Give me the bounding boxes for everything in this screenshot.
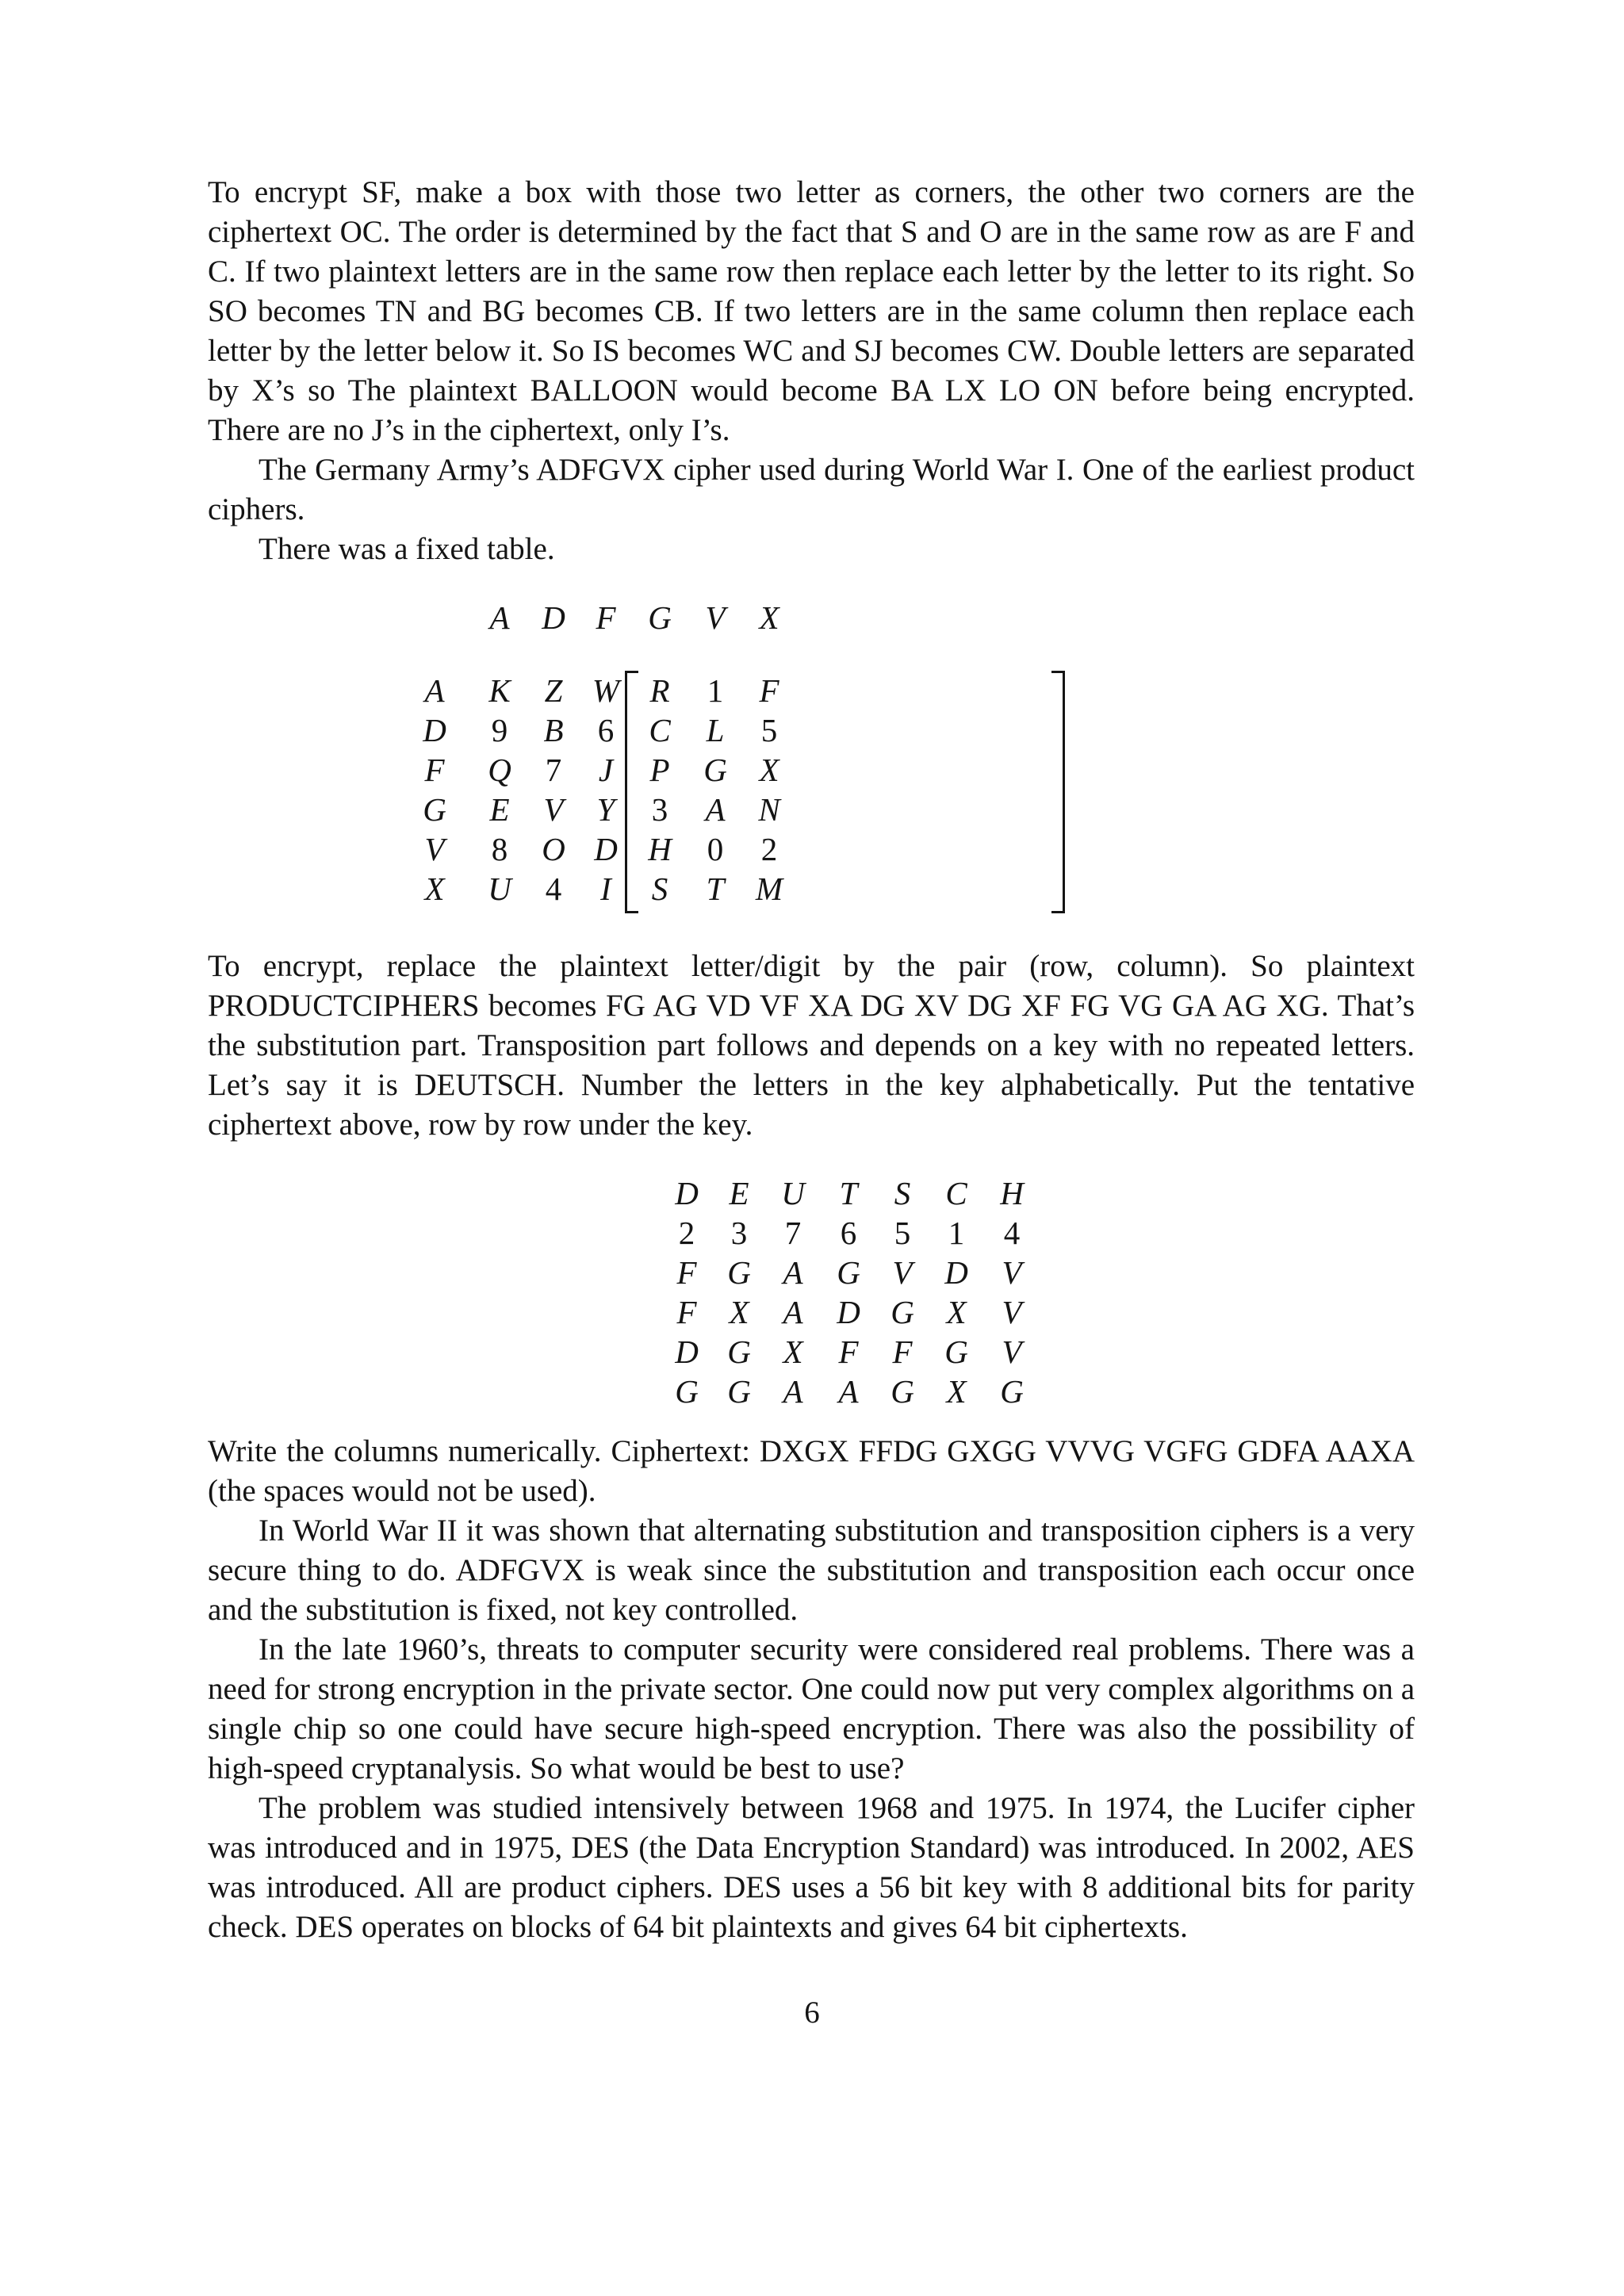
matrix-cell: 2: [760, 831, 778, 867]
column-header-f: F: [596, 599, 616, 636]
row-label-f: F: [424, 752, 445, 788]
transposition-cell: G: [944, 1334, 968, 1370]
matrix-cell: L: [706, 712, 725, 748]
transposition-cell: G: [727, 1373, 751, 1410]
matrix-cell: Q: [488, 752, 511, 788]
matrix-cell: Z: [544, 672, 563, 709]
matrix-cell: S: [651, 871, 668, 907]
page-number: 6: [804, 1996, 820, 2030]
paragraph-wwii: In World War II it was shown that alternating substitution and transposition ciphers is a very secure thing to do. ADFGVX is weak since the substitution and transposition each occur once and the substitution is fixed, not key controlled.: [208, 1513, 1415, 1627]
matrix-cell: H: [648, 831, 672, 867]
matrix-cell: G: [703, 752, 727, 788]
transposition-cell: G: [891, 1373, 914, 1410]
column-header-v: V: [705, 599, 726, 636]
matrix-cell: R: [649, 672, 670, 709]
transposition-cell: F: [676, 1294, 697, 1330]
paragraph-1960s: In the late 1960’s, threats to computer security were considered real problems. There was a need for strong encryption in the private sector. One could now put very complex algorithms on a single chip so one could have secure high-speed encryption. There was also the possibility of high-speed cryptanalysis. So what would be best to use?: [208, 1632, 1415, 1785]
transposition-cell: G: [891, 1294, 914, 1330]
row-label-a: A: [424, 672, 445, 709]
paragraph-ciphertext: Write the columns numerically. Ciphertext: DXGX FFDG GXGG VVVG VGFG GDFA AAXA (the spaces would not be used).: [208, 1434, 1415, 1508]
matrix-cell: J: [598, 752, 614, 788]
key-number: 2: [678, 1215, 695, 1251]
key-letter: C: [945, 1175, 967, 1211]
closing-paragraphs: [208, 1432, 1415, 1947]
key-number: 7: [784, 1215, 802, 1251]
key-letter: S: [894, 1175, 911, 1211]
transposition-cell: F: [892, 1334, 913, 1370]
row-label-g: G: [423, 791, 446, 828]
matrix-cell: 0: [707, 831, 724, 867]
matrix-cell: O: [542, 831, 565, 867]
paragraph-substitution: To encrypt, replace the plaintext letter/digit by the pair (row, column). So plaintext PRODUCTCIPHERS becomes FG AG VD VF XA DG XV DG XF FG VG GA AG XG. That’s the substitution part. Transposition part follows and depends on a key with no repeated letters. Let’s say it is DEUTSCH. Number the letters in the key alphabetically. Put the tentative ciphertext above, row by row under the key.: [208, 949, 1415, 1142]
matrix-cell: 7: [545, 752, 562, 788]
paragraph-fixed-table: There was a fixed table.: [259, 532, 555, 566]
key-number: 5: [894, 1215, 911, 1251]
transposition-cell: X: [946, 1373, 967, 1410]
key-letter: H: [1000, 1175, 1024, 1211]
matrix-cell: P: [649, 752, 670, 788]
key-letter: E: [729, 1175, 749, 1211]
column-header-g: G: [648, 599, 672, 636]
row-label-x: X: [424, 871, 445, 907]
column-header-a: A: [489, 599, 510, 636]
transposition-cell: G: [837, 1254, 860, 1291]
matrix-cell: W: [592, 672, 620, 709]
transposition-cell: G: [675, 1373, 699, 1410]
matrix-cell: V: [543, 791, 564, 828]
matrix-cell: C: [649, 712, 671, 748]
matrix-cell: 6: [597, 712, 615, 748]
key-number: 3: [730, 1215, 748, 1251]
transposition-table: [208, 1145, 1415, 1432]
transposition-cell: V: [1002, 1254, 1022, 1291]
key-letter: U: [781, 1175, 805, 1211]
transposition-cell: V: [1002, 1334, 1022, 1370]
matrix-cell: B: [543, 712, 564, 748]
transposition-cell: G: [727, 1254, 751, 1291]
column-header-d: D: [542, 599, 565, 636]
matrix-cell: I: [600, 871, 611, 907]
matrix-cell: K: [488, 672, 511, 709]
transposition-cell: F: [838, 1334, 859, 1370]
paragraph-des: The problem was studied intensively between 1968 and 1975. In 1974, the Lucifer cipher was introduced and in 1975, DES (the Data Encryption Standard) was introduced. In 2002, AES was introduced. All are product ciphers. DES uses a 56 bit key with 8 additional bits for parity check. DES operates on blocks of 64 bit plaintexts and gives 64 bit ciphertexts.: [208, 1791, 1415, 1944]
matrix-cell: 1: [707, 672, 724, 709]
row-label-v: V: [424, 831, 445, 867]
transposition-cell: X: [729, 1294, 749, 1330]
transposition-cell: A: [783, 1254, 803, 1291]
matrix-cell: M: [755, 871, 783, 907]
transposition-cell: X: [946, 1294, 967, 1330]
matrix-cell: 9: [491, 712, 508, 748]
matrix-cell: X: [759, 752, 779, 788]
transposition-cell: A: [783, 1373, 803, 1410]
page-content: [208, 173, 1415, 1947]
matrix-cell: 8: [491, 831, 508, 867]
key-number: 4: [1003, 1215, 1021, 1251]
key-letter: T: [839, 1175, 858, 1211]
key-number: 1: [948, 1215, 965, 1251]
matrix-cell: U: [488, 871, 511, 907]
adfgvx-table: [208, 574, 1415, 947]
matrix-cell: F: [759, 672, 779, 709]
matrix-cell: A: [705, 791, 726, 828]
key-number: 6: [840, 1215, 857, 1251]
transposition-cell: G: [727, 1334, 751, 1370]
matrix-cell: 3: [651, 791, 668, 828]
transposition-cell: F: [676, 1254, 697, 1291]
transposition-cell: X: [783, 1334, 803, 1370]
transposition-cell: D: [944, 1254, 968, 1291]
matrix-right-bracket: [1051, 671, 1065, 913]
matrix-cell: E: [489, 791, 510, 828]
matrix-cell: Y: [596, 791, 615, 828]
row-label-d: D: [423, 712, 446, 748]
transposition-cell: A: [783, 1294, 803, 1330]
matrix-cell: 4: [545, 871, 562, 907]
transposition-cell: G: [1000, 1373, 1024, 1410]
key-letter: D: [675, 1175, 699, 1211]
matrix-cell: T: [706, 871, 725, 907]
column-header-x: X: [759, 599, 779, 636]
matrix-cell: D: [594, 831, 618, 867]
transposition-cell: A: [838, 1373, 859, 1410]
matrix-cell: N: [758, 791, 780, 828]
paragraph-playfair: To encrypt SF, make a box with those two letter as corners, the other two corners are the ciphertext OC. The order is determined by the fact that S and O are in the same row as are F and C. If two plaintext letters are in the same row then replace each letter by the letter to its right. So SO becomes TN and BG becomes CB. If two letters are in the same column then replace each letter by the letter below it. So IS becomes WC and SJ becomes CW. Double letters are separated by X’s so The plaintext BALLOON would become BA LX LO ON before being encrypted. There are no J’s in the ciphertext, only I’s.: [208, 175, 1415, 447]
transposition-cell: V: [1002, 1294, 1022, 1330]
transposition-cell: V: [892, 1254, 913, 1291]
transposition-cell: D: [837, 1294, 860, 1330]
paragraph-adfgvx-intro: The Germany Army’s ADFGVX cipher used during World War I. One of the earliest product ciphers.: [208, 453, 1415, 526]
matrix-cell: 5: [760, 712, 778, 748]
transposition-cell: D: [675, 1334, 699, 1370]
